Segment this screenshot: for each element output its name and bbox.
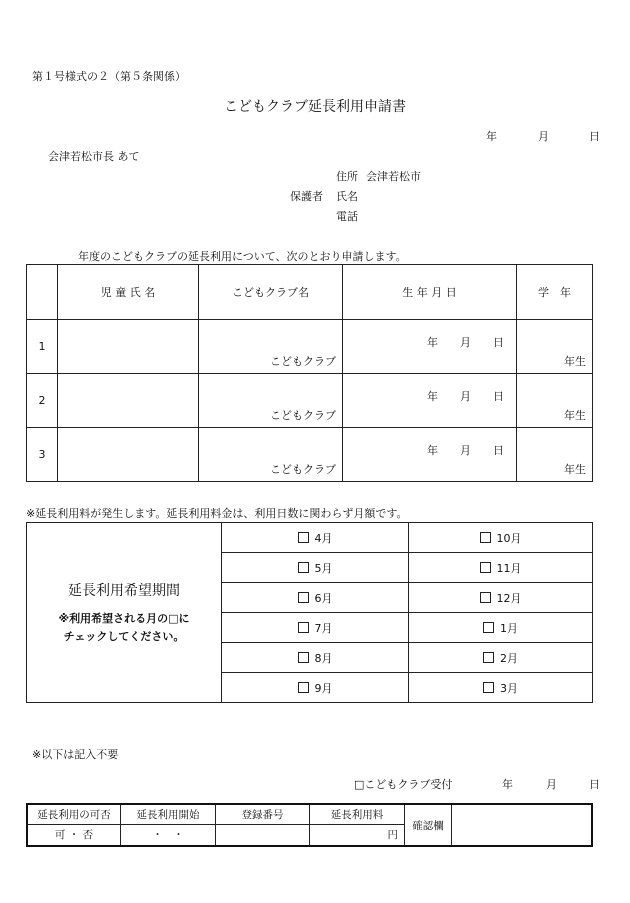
month-checkbox-11[interactable]: 11月: [409, 553, 593, 583]
grade-suffix: 年生: [564, 355, 586, 368]
reg-no-value: [216, 824, 310, 846]
date-month: 月: [538, 130, 549, 143]
month-checkbox-8[interactable]: 8月: [222, 643, 409, 673]
address-label: 住所: [336, 170, 358, 183]
checkbox-icon[interactable]: [298, 622, 309, 633]
month-checkbox-6[interactable]: 6月: [222, 583, 409, 613]
header-fee: 延長利用料: [310, 804, 405, 824]
month-checkbox-3[interactable]: 3月: [409, 673, 593, 703]
club-name-cell[interactable]: [199, 428, 343, 482]
child-name-cell[interactable]: [58, 374, 199, 428]
addressee: 会津若松市長 あて: [48, 150, 140, 163]
grade-suffix: 年生: [564, 409, 586, 422]
checkbox-icon[interactable]: [298, 532, 309, 543]
intro-text: 年度のこどもクラブの延長利用について、次のとおり申請します。: [78, 250, 407, 263]
period-table: [26, 522, 593, 703]
club-name-cell[interactable]: [199, 374, 343, 428]
grade-cell[interactable]: [517, 428, 593, 482]
month-checkbox-12[interactable]: 12月: [409, 583, 593, 613]
start-value: ・ ・: [121, 824, 216, 846]
table-row: [27, 374, 593, 428]
checkbox-icon[interactable]: [298, 562, 309, 573]
approval-value: 可 ・ 否: [27, 824, 121, 846]
reception-label: □こどもクラブ受付: [354, 778, 453, 791]
header-start: 延長利用開始: [121, 804, 216, 824]
dob-cell[interactable]: 年 月 日: [343, 320, 517, 374]
grade-suffix: 年生: [564, 463, 586, 476]
checkbox-icon[interactable]: [298, 682, 309, 693]
club-suffix: こどもクラブ: [270, 463, 336, 476]
address-value: 会津若松市: [366, 170, 421, 183]
children-table: [26, 264, 593, 482]
form-id: 第１号様式の２（第５条関係）: [32, 70, 186, 83]
checkbox-icon[interactable]: [480, 562, 491, 573]
club-suffix: こどもクラブ: [270, 355, 336, 368]
date-year: 年: [486, 130, 497, 143]
period-instruction-2: チェックしてください。: [63, 629, 185, 643]
table-row: [27, 320, 593, 374]
dob-cell[interactable]: 年 月 日: [343, 374, 517, 428]
dob-cell[interactable]: 年 月 日: [343, 428, 517, 482]
header-grade: 学 年: [517, 265, 593, 320]
checkbox-icon[interactable]: [483, 622, 494, 633]
period-instruction-1: ※利用希望される月の□に: [58, 611, 190, 625]
checkbox-icon[interactable]: [298, 652, 309, 663]
page-title: こどもクラブ延長利用申請書: [224, 99, 406, 115]
child-name-cell[interactable]: [58, 320, 199, 374]
checkbox-icon[interactable]: [298, 592, 309, 603]
period-label-cell: [27, 523, 222, 703]
row-number: 3: [27, 428, 58, 482]
row-number: 1: [27, 320, 58, 374]
fee-value: 円: [310, 824, 405, 846]
month-checkbox-10[interactable]: 10月: [409, 523, 593, 553]
month-checkbox-1[interactable]: 1月: [409, 613, 593, 643]
month-checkbox-4[interactable]: 4月: [222, 523, 409, 553]
grade-cell[interactable]: [517, 320, 593, 374]
header-dob: 生 年 月 日: [343, 265, 517, 320]
phone-label: 電話: [336, 210, 358, 223]
checkbox-icon[interactable]: [483, 652, 494, 663]
reception-year: 年: [502, 778, 513, 791]
month-checkbox-9[interactable]: 9月: [222, 673, 409, 703]
period-label: 延長利用希望期間: [68, 582, 180, 599]
month-checkbox-2[interactable]: 2月: [409, 643, 593, 673]
checkbox-icon[interactable]: [480, 592, 491, 603]
guardian-label: 保護者: [290, 190, 323, 203]
header-reg-no: 登録番号: [216, 804, 310, 824]
grade-cell[interactable]: [517, 374, 593, 428]
checkbox-icon[interactable]: [483, 682, 494, 693]
reception-month: 月: [546, 778, 557, 791]
checkbox-icon[interactable]: [480, 532, 491, 543]
name-label: 氏名: [336, 190, 358, 203]
fee-note: ※延長利用料が発生します。延長利用料金は、利用日数に関わらず月額です。: [26, 507, 408, 520]
header-approval: 延長利用の可否: [27, 804, 121, 824]
child-name-cell[interactable]: [58, 428, 199, 482]
confirm-cell: [452, 804, 593, 846]
row-number: 2: [27, 374, 58, 428]
club-name-cell[interactable]: [199, 320, 343, 374]
date-day: 日: [589, 130, 600, 143]
office-table: [26, 803, 593, 847]
no-entry-note: ※以下は記入不要: [32, 748, 119, 761]
header-child-name: 児 童 氏 名: [58, 265, 199, 320]
confirm-label: 確認欄: [405, 804, 452, 846]
month-checkbox-7[interactable]: 7月: [222, 613, 409, 643]
month-checkbox-5[interactable]: 5月: [222, 553, 409, 583]
reception-day: 日: [589, 778, 600, 791]
club-suffix: こどもクラブ: [270, 409, 336, 422]
table-row: [27, 428, 593, 482]
header-club-name: こどもクラブ名: [199, 265, 343, 320]
